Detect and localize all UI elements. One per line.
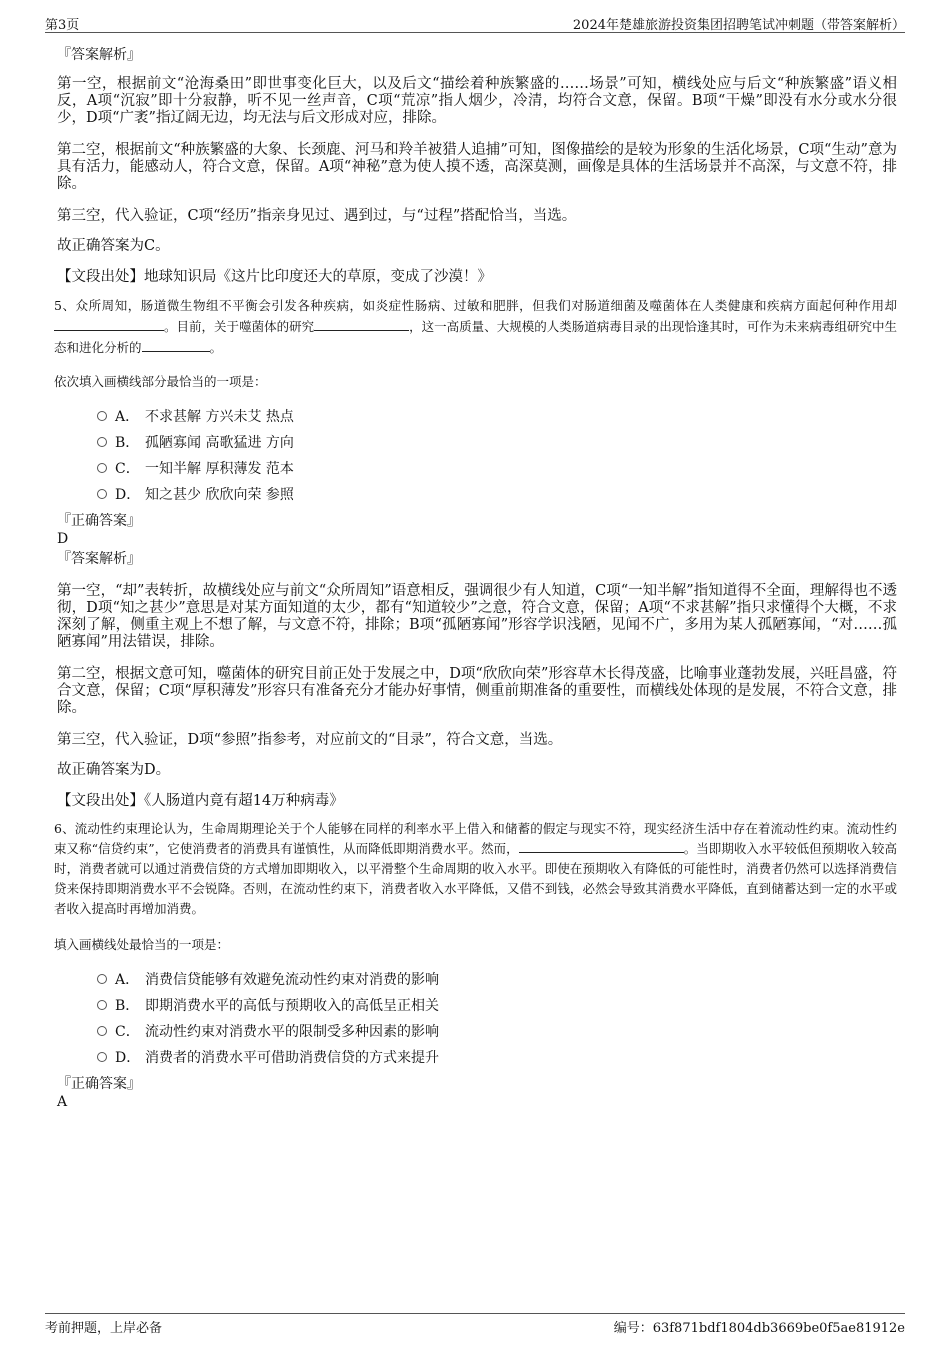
document-body bbox=[54, 42, 897, 1111]
question-text: ，这一高质量、大规模的人类肠道病毒目录的出现恰逢其时，可作为未来病毒组研究中生态和进化分析的 bbox=[54, 319, 897, 355]
correct-answer-heading: 『正确答案』 bbox=[57, 513, 141, 529]
analysis-heading: 『答案解析』 bbox=[57, 47, 141, 63]
option-b[interactable]: B． 孤陋寡闻 高歌猛进 方向 bbox=[97, 430, 897, 456]
question-prompt: 依次填入画横线部分最恰当的一项是： bbox=[54, 374, 267, 389]
question-6-stem bbox=[54, 819, 897, 919]
analysis-heading: 『答案解析』 bbox=[57, 551, 141, 567]
question-text: 5、众所周知，肠道微生物组不平衡会引发各种疾病，如炎症性肠病、过敏和肥胖，但我们对肠道细菌及噬菌体在人类健康和疾病方面起何种作用却 bbox=[54, 298, 897, 313]
fill-blank bbox=[519, 839, 684, 853]
options-list bbox=[57, 967, 897, 1071]
analysis-paragraph: 第三空，代入验证，D项“参照”指参考，对应前文的“目录”，符合文意，当选。 bbox=[57, 732, 563, 748]
correct-answer-heading: 『正确答案』 bbox=[57, 1076, 141, 1092]
question-prompt: 填入画横线处最恰当的一项是： bbox=[54, 937, 230, 952]
question-text: 。目前，关于噬菌体的研究 bbox=[164, 319, 315, 334]
document-id: 编号：63f871bdf1804db3669be0f5ae81912e bbox=[613, 1321, 905, 1336]
analysis-paragraph: 第一空，“却”表转折，故横线处应与前文“众所周知”语意相反，强调很少有人知道，C项“一知半解”指知道得不全面，理解得也不透彻，D项“知之甚少”意思是对某方面知道的太少，都有“知道较少”之意，符合文意，保留；A项“不求甚解”指只求懂得个大概，不求深刻了解，侧重主观上不想了解，与文意不符，排除；B项“孤陋寡闻”形容学识浅陋，见闻不广，多用为某人孤陋寡闻，“对……孤陋寡闻”用法错误，排除。 bbox=[57, 583, 897, 650]
analysis-paragraph: 第二空，根据前文“种族繁盛的大象、长颈鹿、河马和羚羊被猎人追捕”可知，图像描绘的是较为形象的生活化场景，C项“生动”意为具有活力，能感动人，符合文意，保留。A项“神秘”意为使人摸不透，高深莫测，画像是具体的生活场景并不高深，与文意不符，排除。 bbox=[57, 142, 897, 192]
radio-icon[interactable] bbox=[97, 437, 107, 447]
option-a[interactable]: A． 消费信贷能够有效避免流动性约束对消费的影响 bbox=[97, 967, 897, 993]
fill-blank bbox=[314, 317, 409, 331]
question-text: 。当即期收入水平较低但预期收入较高时，消费者就可以通过消费信贷的方式增加即期收入，以平滑整个生命周期的收入水平。即使在预期收入有降低的可能性时，消费者仍然可以选择消费信贷来保持即期消费水平不会锐降。否则，在流动性约束下，消费者收入水平降低，又借不到钱，必然会导致其消费水平降低，直到储蓄达到一定的水平或者收入提高时再增加消费。 bbox=[54, 841, 897, 916]
option-a[interactable]: A． 不求甚解 方兴未艾 热点 bbox=[97, 404, 897, 430]
analysis-paragraph: 第一空，根据前文“沧海桑田”即世事变化巨大，以及后文“描绘着种族繁盛的……场景”可知，横线处应与后文“种族繁盛”语义相反，A项“沉寂”即十分寂静，听不见一丝声音，C项“荒凉”指人烟少，冷清，均符合文意，保留。B项“干燥”即没有水分或水分很少，D项“广袤”指辽阔无边，均无法与后文形成对应，排除。 bbox=[57, 76, 897, 126]
page-footer bbox=[45, 1313, 905, 1334]
radio-icon[interactable] bbox=[97, 463, 107, 473]
option-b[interactable]: B． 即期消费水平的高低与预期收入的高低呈正相关 bbox=[97, 993, 897, 1019]
document-title: 2024年楚雄旅游投资集团招聘笔试冲刺题（带答案解析） bbox=[572, 18, 905, 33]
fill-blank bbox=[142, 338, 210, 352]
analysis-paragraph: 第三空，代入验证，C项“经历”指亲身见过、遇到过，与“过程”搭配恰当，当选。 bbox=[57, 208, 577, 224]
question-5-stem bbox=[54, 295, 897, 358]
fill-blank bbox=[54, 317, 164, 331]
radio-icon[interactable] bbox=[97, 1052, 107, 1062]
options-list bbox=[57, 404, 897, 508]
conclusion-paragraph: 故正确答案为C。 bbox=[57, 238, 170, 254]
radio-icon[interactable] bbox=[97, 1000, 107, 1010]
conclusion-paragraph: 故正确答案为D。 bbox=[57, 762, 171, 778]
radio-icon[interactable] bbox=[97, 974, 107, 984]
correct-answer: D bbox=[57, 531, 69, 547]
analysis-paragraph: 第二空，根据文意可知，噬菌体的研究目前正处于发展之中，D项“欣欣向荣”形容草木长得茂盛，比喻事业蓬勃发展，兴旺昌盛，符合文意，保留；C项“厚积薄发”形容只有准备充分才能办好事情，侧重前期准备的重要性，而横线处体现的是发展，不符合文意，排除。 bbox=[57, 666, 897, 716]
source-citation: 【文段出处】地球知识局《这片比印度还大的草原，变成了沙漠！》 bbox=[57, 269, 492, 285]
page-header bbox=[45, 14, 905, 33]
question-text: 。 bbox=[209, 340, 223, 355]
radio-icon[interactable] bbox=[97, 489, 107, 499]
source-citation: 【文段出处】《人肠道内竟有超14万种病毒》 bbox=[57, 793, 344, 809]
question-text: 6、流动性约束理论认为，生命周期理论关于个人能够在同样的利率水平上借入和储蓄的假定与现实不符，现实经济生活中存在着流动性约束。流动性约束又称“信贷约束”，它使消费者的消费具有谨慎性，从而降低即期消费水平。然而， bbox=[54, 821, 897, 856]
footer-slogan: 考前押题，上岸必备 bbox=[45, 1321, 163, 1336]
option-c[interactable]: C． 一知半解 厚积薄发 范本 bbox=[97, 456, 897, 482]
option-c[interactable]: C． 流动性约束对消费水平的限制受多种因素的影响 bbox=[97, 1019, 897, 1045]
option-d[interactable]: D． 消费者的消费水平可借助消费信贷的方式来提升 bbox=[97, 1045, 897, 1071]
radio-icon[interactable] bbox=[97, 411, 107, 421]
page-number: 第3页 bbox=[45, 18, 80, 33]
correct-answer: A bbox=[57, 1094, 68, 1110]
radio-icon[interactable] bbox=[97, 1026, 107, 1036]
option-d[interactable]: D． 知之甚少 欣欣向荣 参照 bbox=[97, 482, 897, 508]
